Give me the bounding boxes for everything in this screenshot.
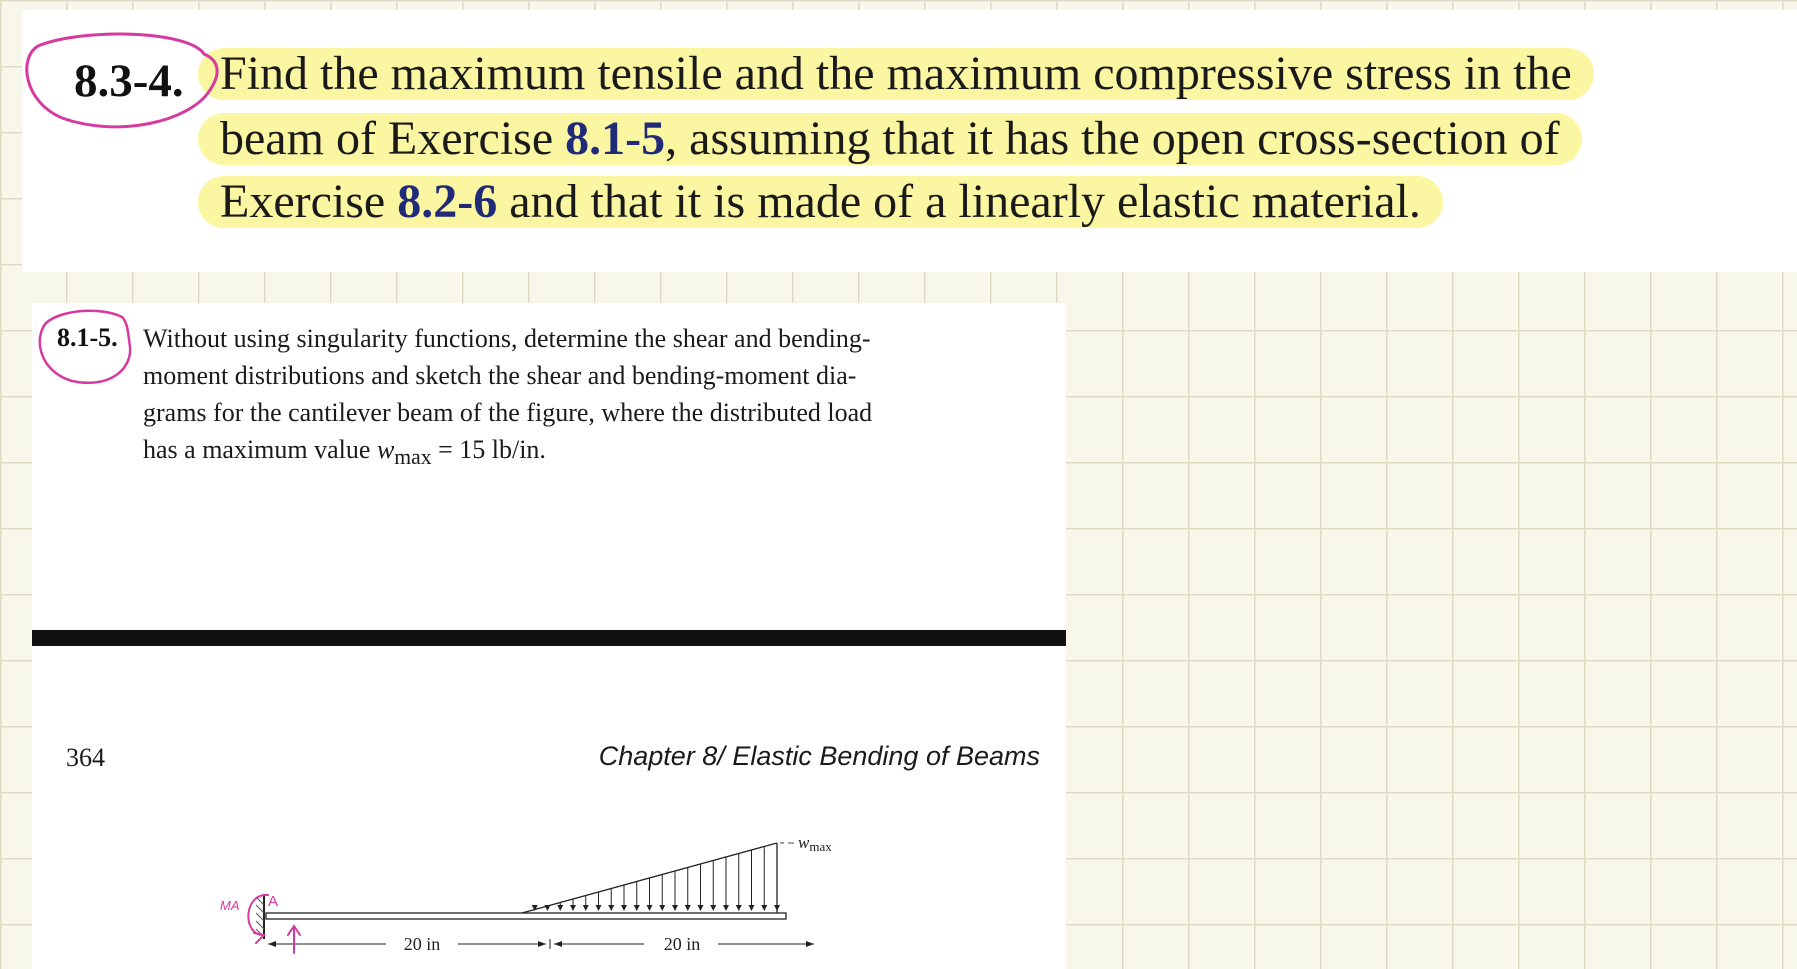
problem-815-number: 8.1-5.: [57, 323, 118, 352]
load-arrow-head: [659, 905, 665, 911]
problem-815-line-4: [143, 431, 1066, 476]
page-number: 364: [66, 743, 105, 772]
load-arrow-head: [570, 905, 576, 911]
load-arrow-head: [685, 905, 691, 911]
wmax-symbol: w: [376, 435, 395, 464]
page-divider-bar: [32, 630, 1066, 646]
problem-815-line-3: grams for the cantilever beam of the figure, where the distributed load: [143, 398, 873, 427]
load-triangle-outline: [522, 843, 794, 913]
load-arrow-head: [774, 905, 780, 911]
problem-815-line-4-b: = 15 lb/in.: [431, 435, 546, 464]
dimension-label-2: 20 in: [663, 934, 701, 954]
load-arrow-head: [736, 905, 742, 911]
exercise-815-excerpt: [32, 303, 1066, 969]
load-arrow-head: [621, 905, 627, 911]
distributed-load-arrows: [532, 843, 780, 911]
load-arrow-head: [723, 905, 729, 911]
problem-815-line-2: moment distributions and sketch the shear and bending-moment dia-: [143, 361, 857, 390]
load-arrow-head: [672, 905, 678, 911]
problem-834-line-3-b: and that it is made of a linearly elastic material.: [497, 175, 1421, 228]
wall-support: [256, 895, 264, 939]
load-arrow-head: [698, 905, 704, 911]
exercise-ref-815: 8.1-5: [565, 112, 666, 165]
cantilever-beam-figure: [32, 783, 1066, 969]
dimension-label-1: 20 in: [403, 934, 441, 954]
load-arrow-head: [710, 905, 716, 911]
load-arrow-head: [583, 905, 589, 911]
load-arrow-head: [608, 905, 614, 911]
problem-815-line-4-a: has a maximum value: [143, 435, 377, 464]
problem-834-line-2-b: , assuming that it has the open cross-section of: [665, 112, 1560, 165]
problem-834-line-2-a: beam of Exercise: [220, 112, 566, 165]
problem-834-line-3: [198, 176, 1443, 228]
chapter-title: Chapter 8/ Elastic Bending of Beams: [598, 741, 1040, 771]
load-arrow-head: [761, 905, 767, 911]
exercise-ref-826: 8.2-6: [397, 175, 498, 228]
load-arrow-head: [545, 905, 551, 911]
load-arrow-head: [557, 905, 563, 911]
handwritten-moment-label: MA: [220, 898, 240, 913]
wmax-label: wmax: [798, 833, 832, 854]
support-label-a: A: [268, 893, 279, 910]
problem-834-number: 8.3-4.: [74, 55, 184, 107]
problem-834-line-3-a: Exercise: [220, 175, 398, 228]
load-arrow-head: [647, 905, 653, 911]
problem-815-text: [143, 320, 1066, 476]
load-arrow-head: [634, 905, 640, 911]
wmax-subscript: max: [394, 445, 432, 470]
problem-834-card: [22, 10, 1797, 272]
problem-834-line-1-text: Find the maximum tensile and the maximum compressive stress in the: [220, 47, 1572, 100]
problem-815-line-1: Without using singularity functions, determine the shear and bending-: [143, 324, 871, 353]
load-arrow-head: [749, 905, 755, 911]
load-arrow-head: [596, 905, 602, 911]
problem-834-line-1: [198, 48, 1594, 100]
beam: [266, 913, 786, 919]
problem-834-line-2: [198, 113, 1582, 165]
